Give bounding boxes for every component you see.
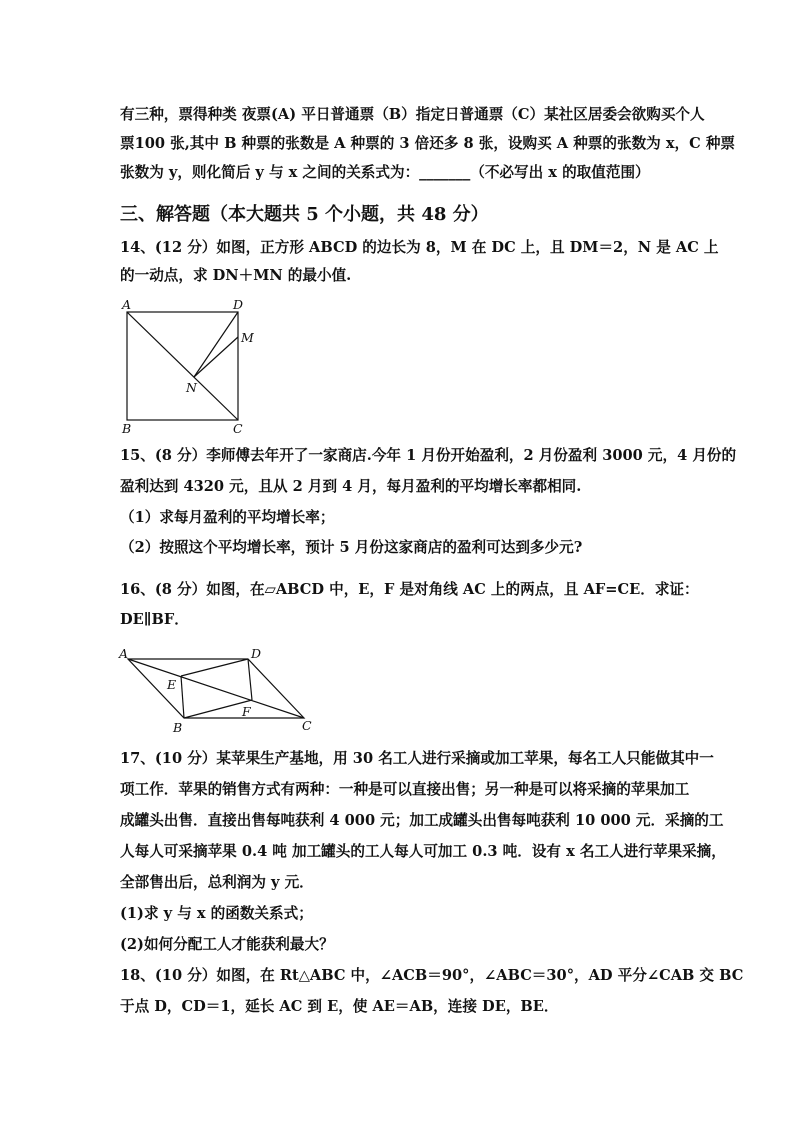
label-b: B: [122, 421, 132, 436]
segment-mn: [194, 337, 238, 377]
segment-df: [248, 659, 252, 700]
label-m: M: [241, 330, 254, 345]
label-n: N: [186, 380, 197, 395]
q17-line-2: 项工作．苹果的销售方式有两种：一种是可以直接出售；另一种是可以将采摘的苹果加工: [120, 781, 690, 798]
label-c: C: [233, 421, 243, 436]
q16-line-2: DE∥BF．: [120, 611, 189, 628]
segment-dn: [194, 312, 238, 377]
q17-line-3: 成罐头出售．直接出售每吨获利 4 000 元；加工成罐头出售每吨获利 10 000 元．采摘的工: [120, 812, 724, 829]
q14-line-1: 14、(12 分）如图，正方形 ABCD 的边长为 8，M 在 DC 上，且 DM＝2，N 是 AC 上: [120, 239, 719, 256]
diagonal-ac: [127, 312, 238, 420]
label-e: E: [167, 677, 177, 692]
segment-eb: [181, 676, 184, 718]
q17-part-1: (1)求 y 与 x 的函数关系式；: [120, 905, 313, 922]
segment-de: [181, 659, 248, 676]
q17-part-2: (2)如何分配工人才能获利最大？: [120, 936, 334, 953]
q16-line-1: 16、(8 分）如图，在▱ABCD 中，E，F 是对角线 AC 上的两点，且 AF=CE．求证：: [120, 581, 699, 598]
q14-line-2: 的一动点，求 DN＋MN 的最小值.: [120, 267, 352, 284]
q15-part-1: （1）求每月盈利的平均增长率；: [120, 509, 335, 526]
label-b: B: [173, 720, 183, 735]
q14-square-figure: [115, 295, 265, 437]
q15-line-1: 15、(8 分）李师傅去年开了一家商店.今年 1 月份开始盈利，2 月份盈利 3000 元，4 月份的: [120, 447, 737, 464]
q17-line-1: 17、(10 分）某苹果生产基地，用 30 名工人进行采摘或加工苹果，每名工人只能做其中一: [120, 750, 714, 767]
intro-line-3: 张数为 y，则化简后 y 与 x 之间的关系式为：_______（不必写出 x 的取值范围）: [120, 164, 650, 181]
label-d: D: [251, 646, 262, 661]
q17-line-5: 全部售出后，总利润为 y 元．: [120, 874, 314, 891]
q18-line-2: 于点 D，CD＝1，延长 AC 到 E，使 AE＝AB，连接 DE，BE．: [120, 998, 559, 1015]
label-a: A: [119, 646, 129, 661]
intro-line-1: 有三种，票得种类 夜票(A) 平日普通票（B）指定日普通票（C）某社区居委会欲购买个人: [120, 106, 705, 123]
section-heading: 三、解答题（本大题共 5 个小题，共 48 分）: [120, 204, 489, 225]
label-f: F: [242, 704, 251, 719]
label-a: A: [122, 297, 132, 312]
q16-parallelogram-figure: [115, 643, 320, 738]
q15-part-2: （2）按照这个平均增长率，预计 5 月份这家商店的盈利可达到多少元?: [120, 539, 583, 556]
q18-line-1: 18、(10 分）如图，在 Rt△ABC 中，∠ACB＝90°，∠ABC＝30°，AD 平分∠CAB 交 BC: [120, 967, 744, 984]
q15-line-2: 盈利达到 4320 元，且从 2 月到 4 月，每月盈利的平均增长率都相同.: [120, 478, 582, 495]
q17-line-4: 人每人可采摘苹果 0.4 吨 加工罐头的工人每人可加工 0.3 吨．设有 x 名工人进行苹果采摘，: [120, 843, 726, 860]
label-d: D: [233, 297, 244, 312]
label-c: C: [302, 718, 312, 733]
intro-line-2: 票100 张,其中 B 种票的张数是 A 种票的 3 倍还多 8 张，设购买 A 种票的张数为 x，C 种票: [120, 135, 736, 152]
